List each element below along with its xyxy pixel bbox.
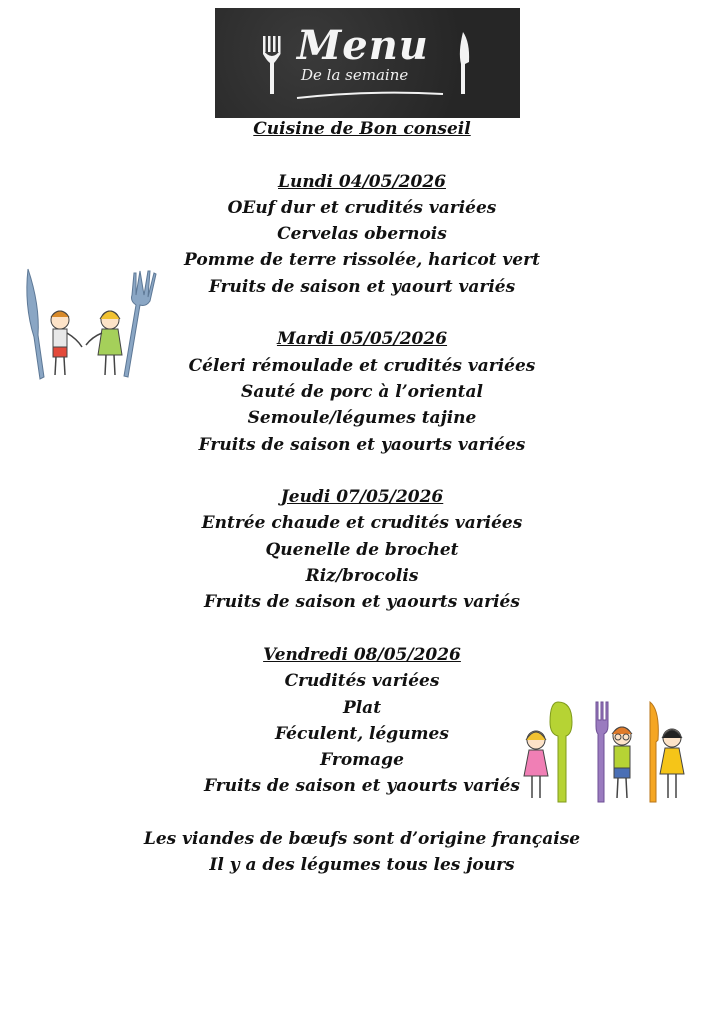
menu-item: Sauté de porc à l’oriental xyxy=(241,381,483,402)
menu-content xyxy=(0,116,724,879)
footer-note: Les viandes de bœufs sont d’origine française xyxy=(143,829,581,850)
menu-item: Céleri rémoulade et crudités variées xyxy=(188,355,536,376)
menu-banner xyxy=(215,8,520,118)
menu-item: Plat xyxy=(342,697,382,718)
fork-icon xyxy=(261,36,283,94)
menu-item: Fruits de saison et yaourts variées xyxy=(198,434,526,455)
menu-item: Fromage xyxy=(320,750,404,771)
spacer xyxy=(0,616,724,642)
spacer xyxy=(0,800,724,826)
school-name: Cuisine de Bon conseil xyxy=(253,119,471,139)
menu-item: Fruits de saison et yaourts variés xyxy=(204,776,520,797)
banner-title: Menu xyxy=(297,22,429,69)
knife-icon xyxy=(455,32,471,94)
menu-item: Féculent, légumes xyxy=(275,723,449,744)
menu-item: Fruits de saison et yaourts variés xyxy=(204,592,520,613)
menu-item: Quenelle de brochet xyxy=(265,539,459,560)
day-heading: Jeudi 07/05/2026 xyxy=(280,487,444,508)
spacer xyxy=(0,300,724,326)
day-heading: Vendredi 08/05/2026 xyxy=(263,644,461,665)
spacer xyxy=(0,458,724,484)
spacer xyxy=(0,142,724,168)
underline-swash xyxy=(295,88,445,102)
menu-item: Entrée chaude et crudités variées xyxy=(201,513,523,534)
banner-subtitle: De la semaine xyxy=(301,66,409,84)
menu-item: Fruits de saison et yaourt variés xyxy=(208,276,516,297)
day-heading: Mardi 05/05/2026 xyxy=(276,329,448,350)
menu-item: Riz/brocolis xyxy=(305,566,419,587)
menu-item: Crudités variées xyxy=(284,671,440,692)
menu-item: Semoule/légumes tajine xyxy=(247,408,477,429)
menu-item: OEuf dur et crudités variées xyxy=(227,197,497,218)
day-heading: Lundi 04/05/2026 xyxy=(278,171,446,192)
menu-item: Pomme de terre rissolée, haricot vert xyxy=(184,250,540,271)
footer-note: Il y a des légumes tous les jours xyxy=(209,855,515,876)
menu-item: Cervelas obernois xyxy=(277,224,447,245)
